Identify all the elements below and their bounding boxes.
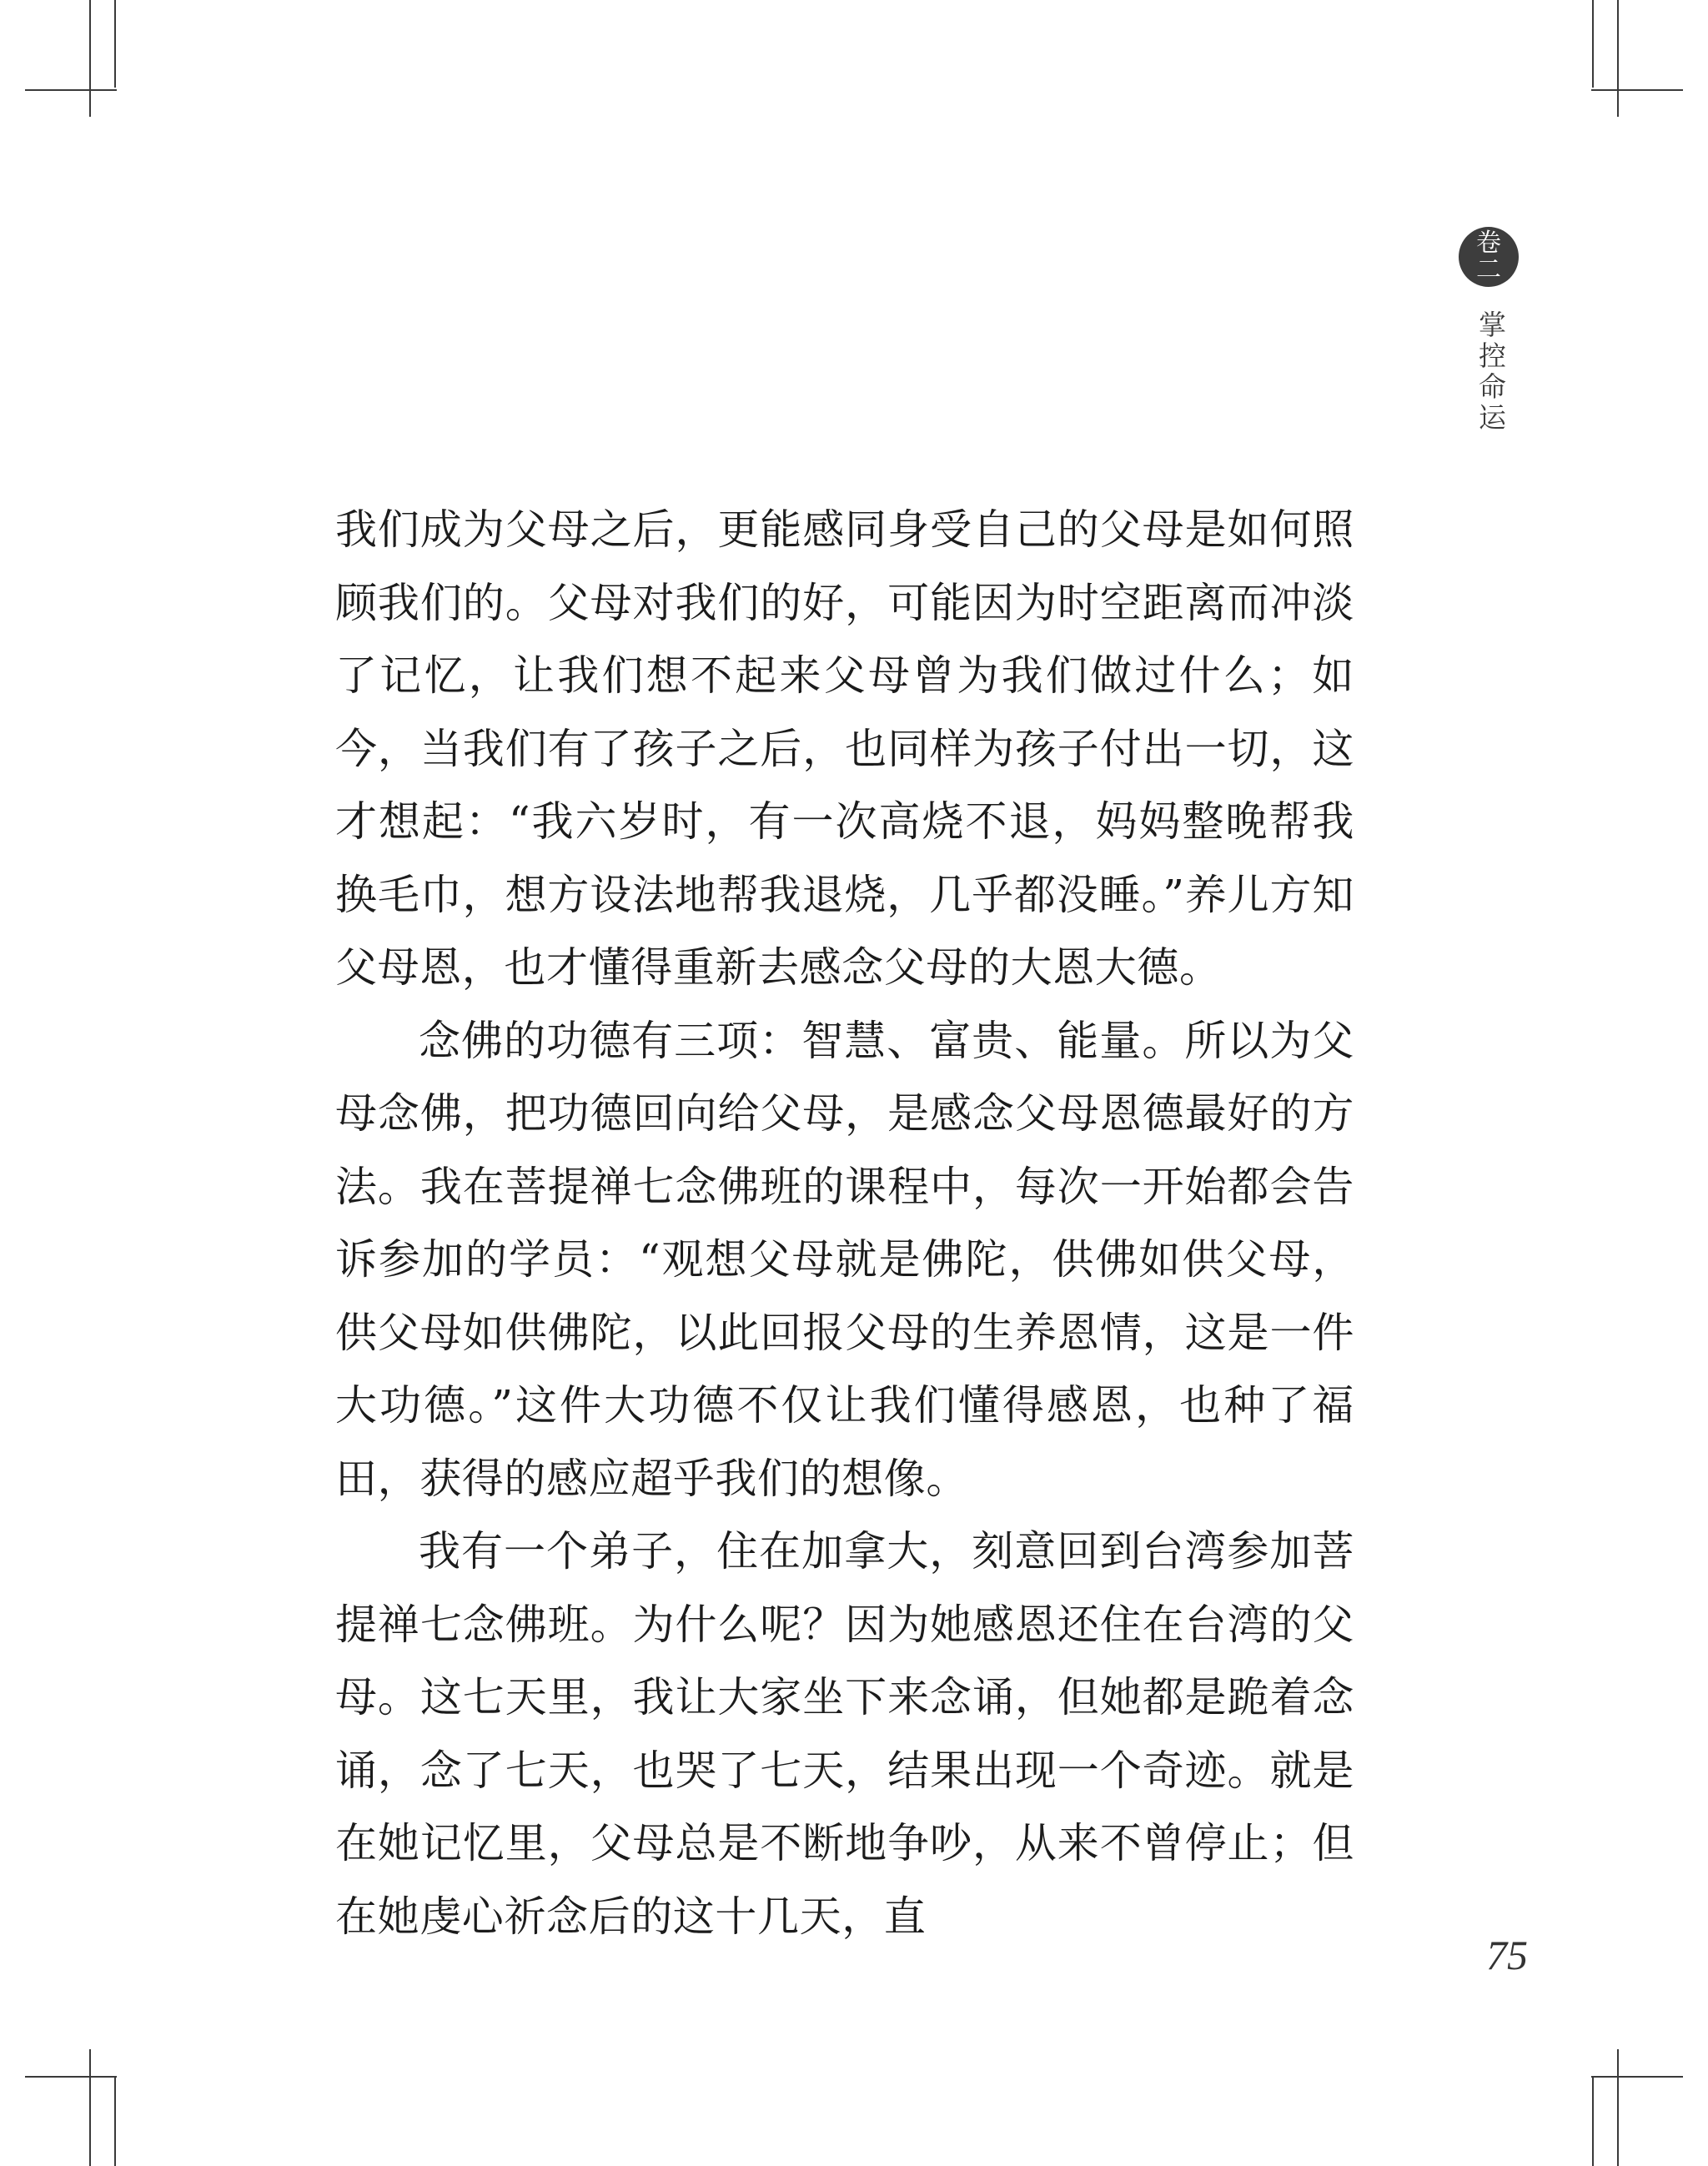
- volume-badge: [1459, 227, 1519, 287]
- section-title-vertical: 掌控命运: [1474, 310, 1507, 434]
- volume-badge-line2: 二: [1476, 255, 1501, 284]
- paragraph-3: 我有一个弟子，住在加拿大，刻意回到台湾参加菩提禅七念佛班。为什么呢？因为她感恩还住在台湾的父母。这七天里，我让大家坐下来念诵，但她都是跪着念诵，念了七天，也哭了七天，结果出现一个奇迹。就是在她记忆里，父母总是不断地争吵，从来不曾停止；但在她虔心祈念后的这十几天，直: [335, 1527, 1354, 1941]
- crop-mark-top-left-v2: [114, 0, 116, 88]
- crop-mark-bottom-left-v2: [114, 2078, 116, 2166]
- volume-badge-line1: 卷: [1476, 229, 1501, 258]
- crop-mark-top-right-v: [1617, 0, 1619, 117]
- crop-mark-top-right-h: [1591, 89, 1683, 91]
- crop-mark-top-left-h: [25, 89, 117, 91]
- crop-mark-bottom-right-v: [1617, 2049, 1619, 2166]
- crop-mark-bottom-right-v2: [1592, 2078, 1594, 2166]
- crop-mark-bottom-right-h: [1591, 2076, 1683, 2078]
- crop-mark-top-right-v2: [1592, 0, 1594, 88]
- body-text: [335, 494, 1354, 1953]
- crop-mark-bottom-left-v: [89, 2049, 91, 2166]
- page-number: 75: [1486, 1932, 1528, 1978]
- crop-mark-top-left-v: [89, 0, 91, 117]
- paragraph-1: 我们成为父母之后，更能感同身受自己的父母是如何照顾我们的。父母对我们的好，可能因为时空距离而冲淡了记忆，让我们想不起来父母曾为我们做过什么；如今，当我们有了孩子之后，也同样为孩子付出一切，这才想起：“我六岁时，有一次高烧不退，妈妈整晚帮我换毛巾，想方设法地帮我退烧，几乎都没睡。”养儿方知父母恩，也才懂得重新去感念父母的大恩大德。: [335, 505, 1354, 992]
- paragraph-2: 念佛的功德有三项：智慧、富贵、能量。所以为父母念佛，把功德回向给父母，是感念父母恩德最好的方法。我在菩提禅七念佛班的课程中，每次一开始都会告诉参加的学员：“观想父母就是佛陀，供佛如供父母，供父母如供佛陀，以此回报父母的生养恩情，这是一件大功德。”这件大功德不仅让我们懂得感恩，也种了福田，获得的感应超乎我们的想像。: [335, 1016, 1354, 1503]
- crop-mark-bottom-left-h: [25, 2076, 117, 2078]
